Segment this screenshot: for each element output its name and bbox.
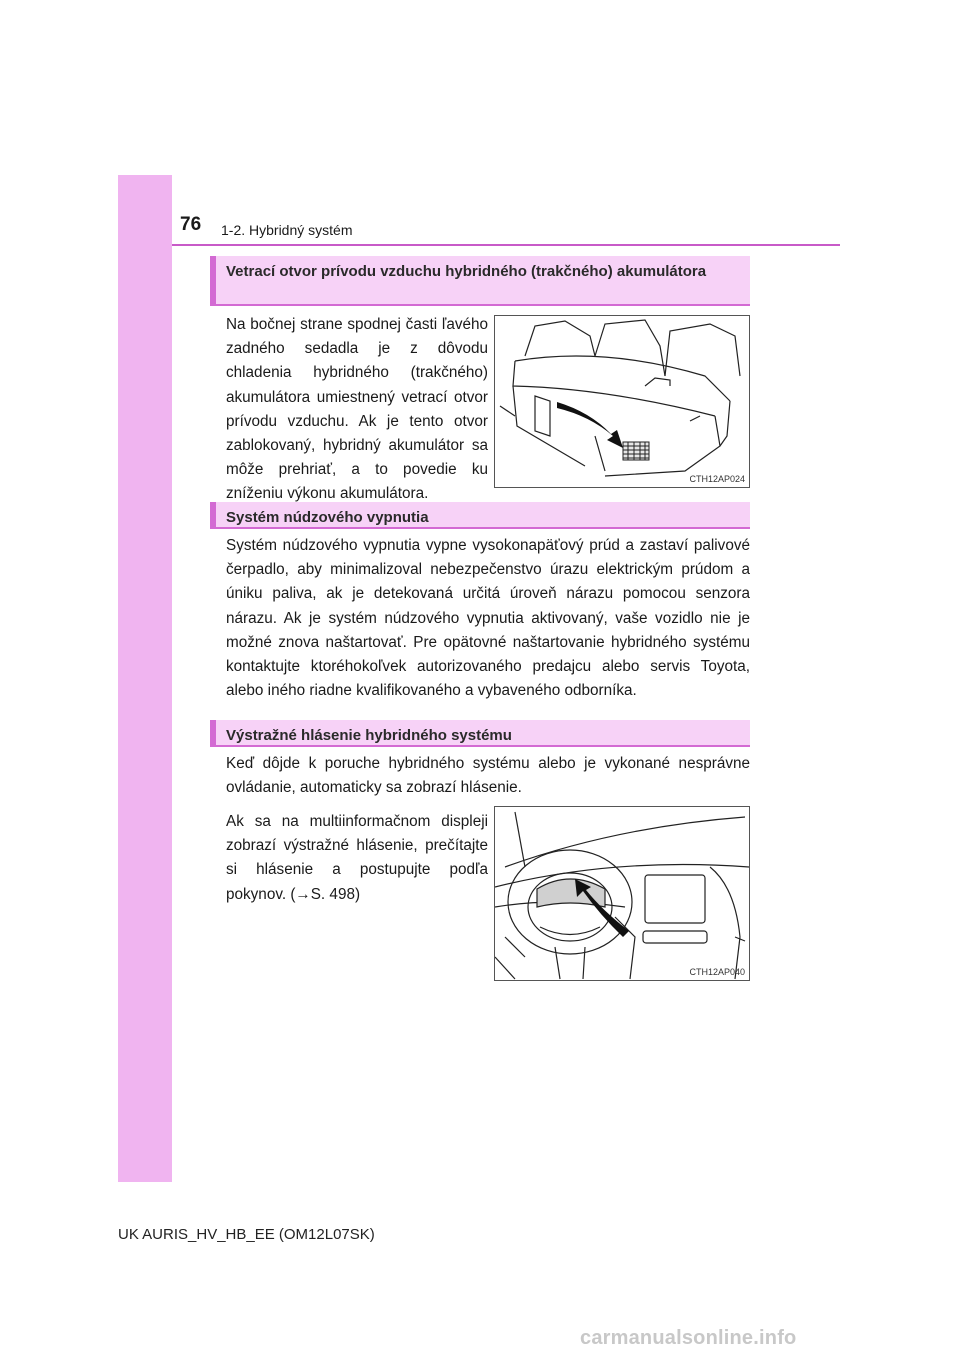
rear-seat-vent-illustration: [494, 315, 750, 488]
emergency-shutoff-paragraph: Systém núdzového vypnutia vypne vysokonapäťový prúd a zastaví palivové čerpadlo, aby minimalizoval nebezpečenstvo úrazu elektrickým prúdom a úniku paliva, ak je detekovaná určitá úroveň nárazu pomocou senzora nárazu. Ak je systém núdzového vypnutia aktivovaný, vaše vozidlo nie je možné znova naštartovať. Pre opätovné naštartovanie hybridného systému kontaktujte ktoréhokoľvek autorizovaného predajcu alebo servis Toyota, alebo iného riadne kvalifikovaného a vybaveného odborníka.: [226, 537, 750, 700]
side-tab-band: [118, 175, 172, 1182]
vent-grille: [623, 442, 649, 460]
document-footer: UK AURIS_HV_HB_EE (OM12L07SK): [118, 1226, 375, 1243]
section-heading-emergency-shutoff: Systém núdzového vypnutia: [210, 502, 750, 529]
air-vent-paragraph: Na bočnej strane spodnej časti ľavého zadného sedadla je z dôvodu chladenia hybridného (trakčného) akumulátora umiestnený vetrací otvor prívodu vzduchu. Ak je tento otvor zablokovaný, hybridný akumulátor sa môže prehriať, a to povedie ku zníženiu výkonu akumulátora.: [226, 316, 488, 503]
figure-code: CTH12AP040: [689, 967, 745, 977]
dashboard-display-illustration: [494, 806, 750, 981]
chapter-title: 1-2. Hybridný systém: [221, 222, 353, 238]
header-divider: [172, 244, 840, 246]
warning-message-paragraph: Keď dôjde k poruche hybridného systému alebo je vykonané nesprávne ovládanie, automaticky sa zobrazí hlásenie.: [226, 755, 750, 797]
section-heading-warning-message: Výstražné hlásenie hybridného systému: [210, 720, 750, 747]
page-number: 76: [180, 214, 202, 235]
rear-seat-drawing: [495, 316, 749, 487]
warning-display-paragraph: Ak sa na multiinformačnom displeji zobrazí výstražné hlásenie, prečítajte si hlásenie a postupujte podľa pokynov. (→S. 498): [226, 813, 488, 903]
watermark: carmanualsonline.info: [580, 1327, 797, 1349]
dashboard-drawing: [495, 807, 749, 980]
figure-code: CTH12AP024: [689, 474, 745, 484]
pointer-arrow-icon: [557, 402, 623, 448]
section-heading-air-vent: Vetrací otvor prívodu vzduchu hybridného (trakčného) akumulátora: [210, 256, 750, 306]
